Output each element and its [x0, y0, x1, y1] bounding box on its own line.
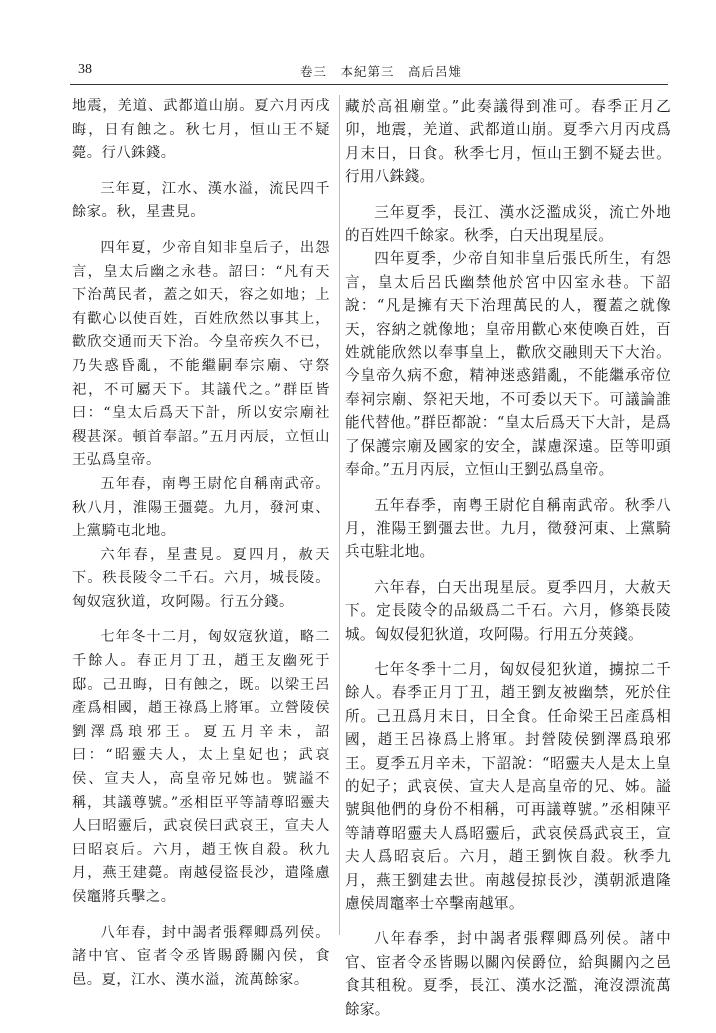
- column-divider: [339, 95, 340, 935]
- left-paragraph-7: 八年春，封中謁者張釋卿爲列侯。諸中官、宦者令丞皆賜爵關內侯，食邑。夏，江水、漢水溢，流萬餘家。: [72, 924, 330, 988]
- left-paragraph-4: 五年春，南粤王尉佗自稱南武帝。秋八月，淮陽王彊薨。九月，發河東、上黨騎屯北地。: [72, 475, 330, 540]
- left-paragraph-3: 四年夏，少帝自知非皇后子，出怨言，皇太后幽之永巷。詔曰：“凡有天下治萬民者，蓋之如天，容之如地；上有歡心以使百姓，百姓欣然以事其上，歡欣交通而天下治。今皇帝疾久不已，乃失惑昏亂，不能繼嗣奉宗廟、守祭祀，不可屬天下。其議代之。”群臣皆曰：“皇太后爲天下計，所以安宗廟社稷甚深。頓首奉詔。”五月丙辰，立恒山王弘爲皇帝。: [72, 239, 330, 469]
- right-paragraph-3: 四年夏季，少帝自知非皇后張氏所生，有怨言，皇太后呂氏幽禁他於宮中囚室永巷。下詔說：“凡是擁有天下治理萬民的人，覆蓋之就像天，容納之就像地；皇帝用歡心來使喚百姓，百姓就能欣然以奉事皇上，歡欣交融則天下大治。今皇帝久病不愈，精神迷惑錯亂，不能繼承帝位奉祠宗廟、祭祀天地，不可委以天下。可議論誰能代替他。”群臣都說：“皇太后爲天下大計，是爲了保護宗廟及國家的安全，謀慮深遠。臣等叩頭奉命。”五月丙辰，立恒山王劉弘爲皇帝。: [345, 250, 671, 479]
- left-paragraph-5: 六年春，星晝見。夏四月，赦天下。秩長陵令二千石。六月，城長陵。匈奴寇狄道，攻阿陽。行五分錢。: [72, 546, 330, 610]
- page-header: [70, 62, 670, 82]
- translation-column: [345, 95, 671, 1033]
- header-rule: [70, 84, 668, 85]
- running-title: 卷三 本紀第三 高后呂雉: [300, 64, 463, 79]
- classical-text-column: [72, 95, 330, 1004]
- right-paragraph-7: 八年春季，封中謁者張釋卿爲列侯。諸中官、宦者令丞皆賜以關內侯爵位，給與關內之邑食其租稅。夏季，長江、漢水泛濫，淹沒漂流萬餘家。: [345, 930, 671, 1018]
- right-paragraph-4: 五年春季，南粤王尉佗自稱南武帝。秋季八月，淮陽王劉彊去世。九月，徵發河東、上黨騎兵屯駐北地。: [345, 496, 671, 561]
- page-number: 38: [78, 62, 92, 77]
- right-paragraph-5: 六年春，白天出現星辰。夏季四月，大赦天下。定長陵令的品級爲二千石。六月，修築長陵城。匈奴侵犯狄道，攻阿陽。行用五分莢錢。: [345, 578, 671, 643]
- left-paragraph-1: 地震，羌道、武都道山崩。夏六月丙戌晦，日有蝕之。秋七月，恒山王不疑薨。行八銖錢。: [72, 98, 330, 162]
- left-paragraph-2: 三年夏，江水、漢水溢，流民四千餘家。秋，星晝見。: [72, 180, 330, 221]
- right-paragraph-6: 七年冬季十二月，匈奴侵犯狄道，擄掠二千餘人。春季正月丁丑，趙王劉友被幽禁，死於住所。己丑爲月末日，日全食。任命梁王呂產爲相國，趙王呂祿爲上將軍。封營陵侯劉澤爲琅邪王。夏季五月辛未，下詔說：“昭靈夫人是太上皇的妃子；武哀侯、宣夫人是高皇帝的兄、姊。謚號與他們的身份不相稱，可再議尊號。”丞相陳平等請尊昭靈夫人爲昭靈后，武哀侯爲武哀王，宣夫人爲昭哀后。六月，趙王劉恢自殺。秋季九月，燕王劉建去世。南越侵掠長沙，漢朝派遣隆慮侯周竈率士卒擊南越軍。: [345, 660, 671, 912]
- right-paragraph-1: 藏於高祖廟堂。”此奏議得到准可。春季正月乙卯，地震，羌道、武都道山崩。夏季六月丙戌爲月末日，日食。秋季七月，恒山王劉不疑去世。行用八銖錢。: [345, 98, 671, 186]
- left-paragraph-6: 七年冬十二月，匈奴寇狄道，略二千餘人。春正月丁丑，趙王友幽死于邸。己丑晦，日有蝕之，既。以梁王呂產爲相國，趙王祿爲上將軍。立營陵侯劉澤爲琅邪王。夏五月辛未，詔曰：“昭靈夫人，太上皇妃也；武哀侯、宣夫人，高皇帝兄姊也。號謚不稱，其議尊號。”丞相臣平等請尊昭靈夫人曰昭靈后，武哀侯曰武哀王，宣夫人曰昭哀后。六月，趙王恢自殺。秋九月，燕王建薨。南越侵盜長沙，遣隆慮侯竈將兵擊之。: [72, 629, 330, 905]
- right-paragraph-2: 三年夏季，長江、漢水泛濫成災，流亡外地的百姓四千餘家。秋季，白天出現星辰。: [345, 203, 671, 245]
